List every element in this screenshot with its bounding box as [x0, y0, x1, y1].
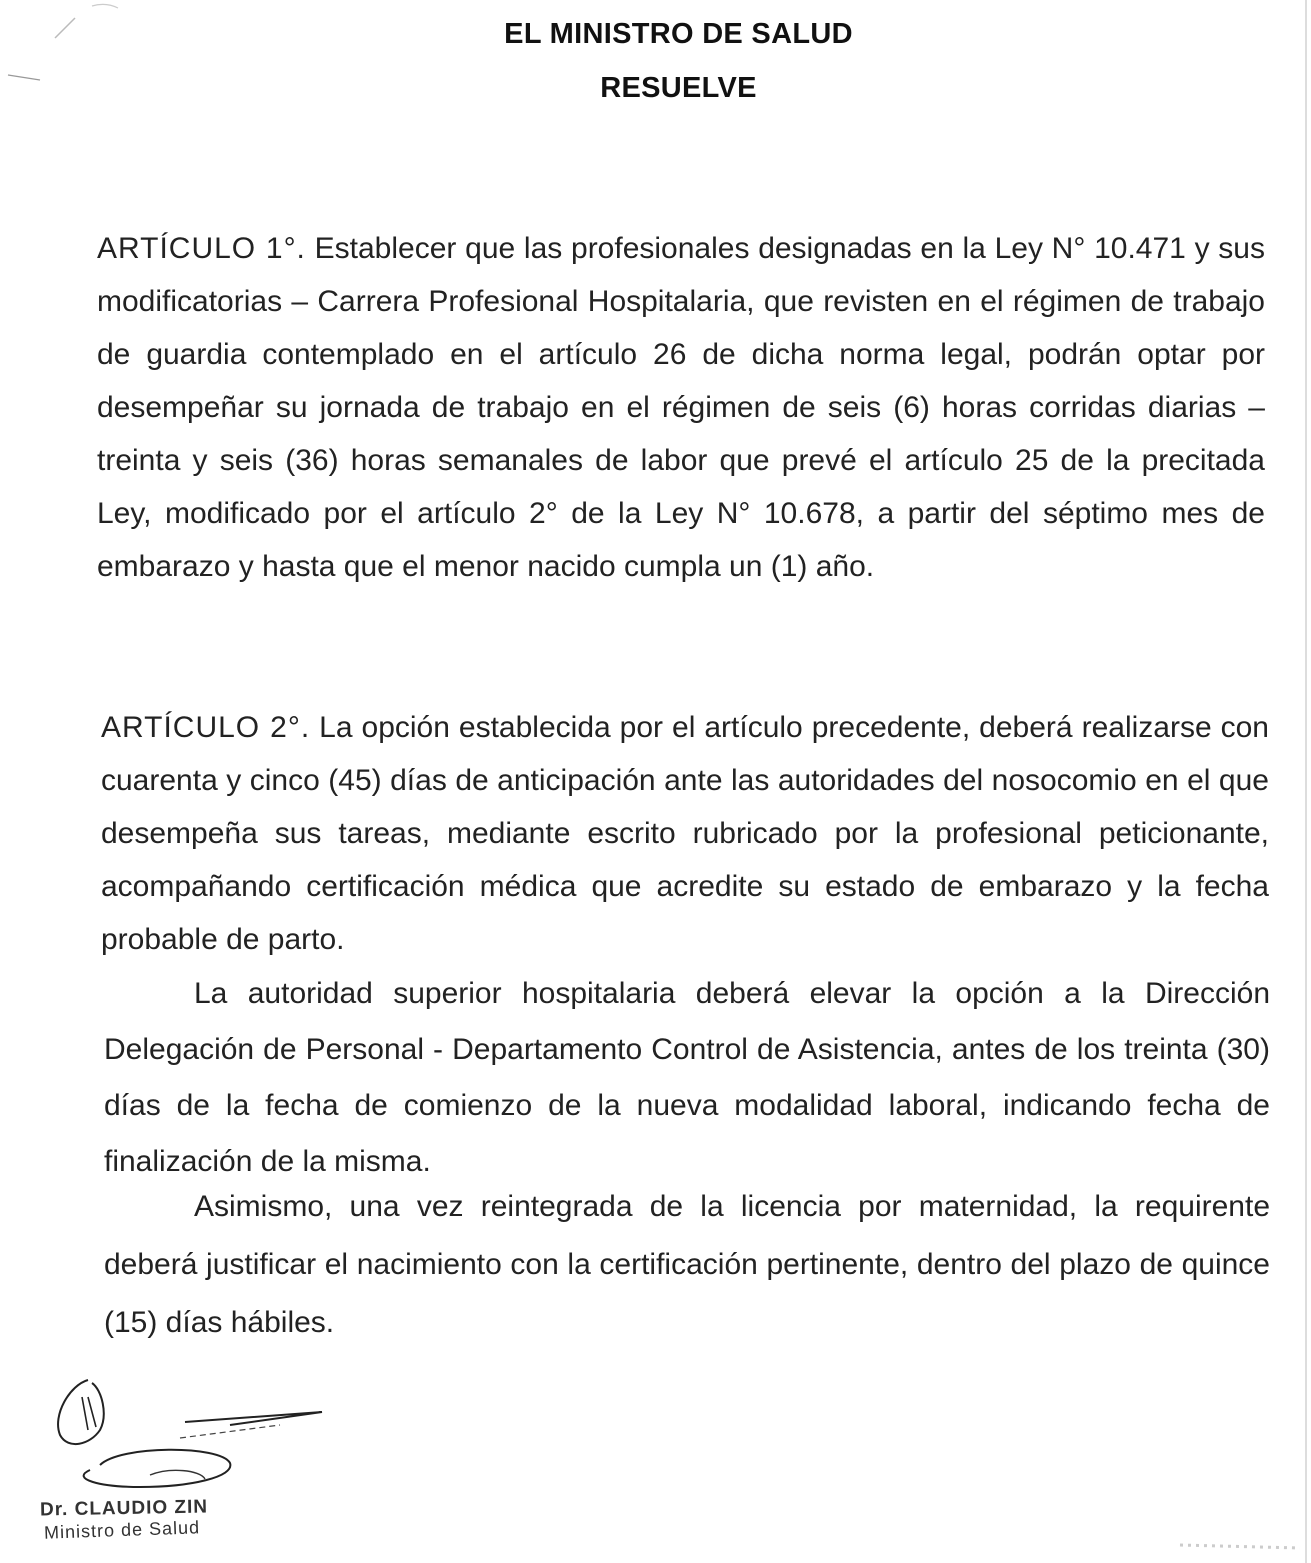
article-1-text: Establecer que las profesionales designadas en la Ley N° 10.471 y sus modificatorias – Carrera Profesional Hospitalaria, que revisten en el régimen de trabajo de guardia contemplado en el artículo 26 de dicha norma legal, podrán optar por desempeñar su jornada de trabajo en el régimen de seis (6) horas corridas diarias – treinta y seis (36) horas semanales de labor que prevé el artículo 25 de la precitada Ley, modificado por el artículo 2° de la Ley N° 10.678, a partir del séptimo mes de embarazo y hasta que el menor nacido cumpla un (1) año.	[97, 232, 1265, 583]
signer-title: Ministro de Salud	[43, 1517, 201, 1543]
article-1	[97, 222, 1265, 593]
article-2	[101, 701, 1269, 966]
article-1-number: ARTÍCULO 1°.	[97, 232, 306, 265]
article-2-paragraph-2: La autoridad superior hospitalaria deberá elevar la opción a la Dirección Delegación de Personal - Departamento Control de Asistencia, antes de los treinta (30) días de la fecha de comienzo de la nueva modalidad laboral, indicando fecha de finalización de la misma.	[104, 977, 1270, 1178]
heading-resuelve: RESUELVE	[600, 72, 757, 104]
article-2-number: ARTÍCULO 2°.	[101, 711, 311, 744]
article-2-text: La opción establecida por el artículo precedente, deberá realizarse con cuarenta y cinco (45) días de anticipación ante las autoridades del nosocomio en el que desempeña sus tareas, mediante escrito rubricado por la profesional peticionante, acompañando certificación médica que acredite su estado de embarazo y la fecha probable de parto.	[101, 711, 1269, 956]
article-2-paragraph-3: Asimismo, una vez reintegrada de la licencia por maternidad, la requirente deberá justificar el nacimiento con la certificación pertinente, dentro del plazo de quince (15) días hábiles.	[104, 1190, 1270, 1339]
signer-name: Dr. CLAUDIO ZIN	[39, 1496, 209, 1521]
heading-minister: EL MINISTRO DE SALUD	[504, 18, 853, 50]
